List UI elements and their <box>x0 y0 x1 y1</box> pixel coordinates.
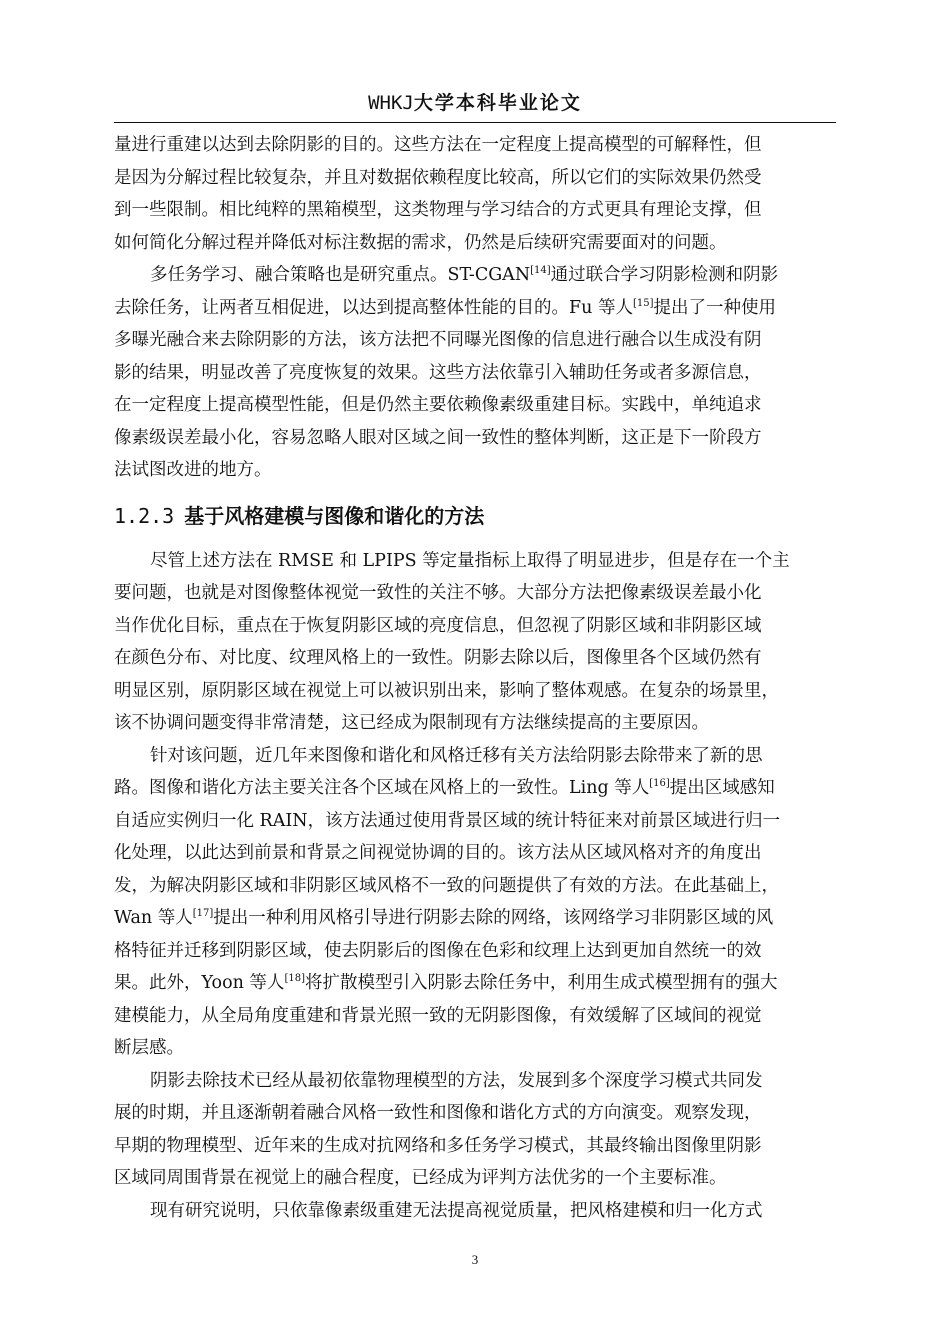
paragraph-2 <box>114 259 836 487</box>
paragraph-line: 是因为分解过程比较复杂，并且对数据依赖程度比较高，所以它们的实际效果仍然受 <box>114 167 762 188</box>
paragraph-3 <box>114 545 836 740</box>
paragraph-line: 格特征并迁移到阴影区域，使去阴影后的图像在色彩和纹理上达到更加自然统一的效 <box>114 940 762 961</box>
paragraph-5 <box>114 1065 836 1195</box>
paragraph-line: 量进行重建以达到去除阴影的目的。这些方法在一定程度上提高模型的可解释性，但 <box>114 135 762 155</box>
section-number: 1.2.3 <box>114 503 175 528</box>
citation-marker: [17] <box>192 908 214 919</box>
citation-marker: [15] <box>632 297 654 309</box>
paragraph-line: 果。此外，Yoon 等人[18]将扩散模型引入阴影去除任务中，利用生成式模型拥有的强大 <box>114 973 778 993</box>
paragraph-line: 当作优化目标，重点在于恢复阴影区域的亮度信息，但忽视了阴影区域和非阴影区域 <box>114 615 762 636</box>
paragraph-line: 到一些限制。相比纯粹的黑箱模型，这类物理与学习结合的方式更具有理论支撑，但 <box>114 200 762 220</box>
section-title: 基于风格建模与图像和谐化的方法 <box>184 503 485 528</box>
paragraph-4 <box>114 740 836 1065</box>
paragraph-line: 尽管上述方法在 RMSE 和 LPIPS 等定量指标上取得了明显进步，但是存在一个主 <box>150 550 790 571</box>
paragraph-line: 现有研究说明，只依靠像素级重建无法提高视觉质量，把风格建模和归一化方式 <box>150 1200 763 1221</box>
citation-marker: [18] <box>284 973 305 984</box>
citation-marker: [16] <box>649 778 670 789</box>
header-rule <box>114 122 836 123</box>
paragraph-line: 展的时期，并且逐渐朝着融合风格一致性和图像和谐化方式的方向演变。观察发现， <box>114 1103 762 1123</box>
paragraph-line: 早期的物理模型、近年来的生成对抗网络和多任务学习模式，其最终输出图像里阴影 <box>114 1135 762 1156</box>
paragraph-line: Wan 等人[17]提出一种利用风格引导进行阴影去除的网络，该网络学习非阴影区域的风 <box>114 908 774 928</box>
page-body <box>114 129 836 1227</box>
paragraph-line: 断层感。 <box>114 1038 184 1058</box>
paragraph-line: 像素级误差最小化，容易忽略人眼对区域之间一致性的整体判断，这正是下一阶段方 <box>114 427 762 448</box>
paragraph-line: 建模能力，从全局角度重建和背景光照一致的无阴影图像，有效缓解了区域间的视觉 <box>114 1005 762 1026</box>
paragraph-1 <box>114 129 836 259</box>
header-title: 大学本科毕业论文 <box>413 92 582 114</box>
paragraph-line: 去除任务，让两者互相促进，以达到提高整体性能的目的。Fu 等人[15]提出了一种使用 <box>114 297 777 318</box>
paragraph-line: 在一定程度上提高模型性能，但是仍然主要依赖像素级重建目标。实践中，单纯追求 <box>114 395 762 415</box>
paragraph-line: 多曝光融合来去除阴影的方法，该方法把不同曝光图像的信息进行融合以生成没有阴 <box>114 330 762 350</box>
paragraph-line: 该不协调问题变得非常清楚，这已经成为限制现有方法继续提高的主要原因。 <box>114 713 709 733</box>
header-latin-text: WHKJ <box>368 92 414 114</box>
page-number: 3 <box>471 1252 479 1267</box>
paragraph-line: 自适应实例归一化 RAIN，该方法通过使用背景区域的统计特征来对前景区域进行归一 <box>114 810 781 831</box>
paragraph-line: 在颜色分布、对比度、纹理风格上的一致性。阴影去除以后，图像里各个区域仍然有 <box>114 648 762 668</box>
paragraph-line: 化处理，以此达到前景和背景之间视觉协调的目的。该方法从区域风格对齐的角度出 <box>114 843 762 863</box>
paragraph-line: 如何简化分解过程并降低对标注数据的需求，仍然是后续研究需要面对的问题。 <box>114 232 727 253</box>
paragraph-line: 多任务学习、融合策略也是研究重点。ST-CGAN[14]通过联合学习阴影检测和阴影 <box>150 265 779 285</box>
paragraph-line: 明显区别，原阴影区域在视觉上可以被识别出来，影响了整体观感。在复杂的场景里， <box>114 680 779 701</box>
paragraph-line: 路。图像和谐化方法主要关注各个区域在风格上的一致性。Ling 等人[16]提出区域感知 <box>114 778 775 798</box>
paragraph-line: 影的结果，明显改善了亮度恢复的效果。这些方法依靠引入辅助任务或者多源信息， <box>114 362 762 383</box>
paragraph-line: 法试图改进的地方。 <box>114 460 272 480</box>
paragraph-line: 阴影去除技术已经从最初依靠物理模型的方法，发展到多个深度学习模式共同发 <box>150 1070 763 1091</box>
paragraph-line: 区域同周围背景在视觉上的融合程度，已经成为评判方法优劣的一个主要标准。 <box>114 1168 727 1188</box>
paragraph-line: 要问题，也就是对图像整体视觉一致性的关注不够。大部分方法把像素级误差最小化 <box>114 583 762 603</box>
running-header <box>114 86 836 120</box>
paragraph-line: 针对该问题，近几年来图像和谐化和风格迁移有关方法给阴影去除带来了新的思 <box>150 745 763 766</box>
section-heading <box>114 487 836 545</box>
paragraph-line: 发，为解决阴影区域和非阴影区域风格不一致的问题提供了有效的方法。在此基础上， <box>114 875 779 896</box>
citation-marker: [14] <box>530 265 551 276</box>
paragraph-6 <box>114 1195 836 1228</box>
